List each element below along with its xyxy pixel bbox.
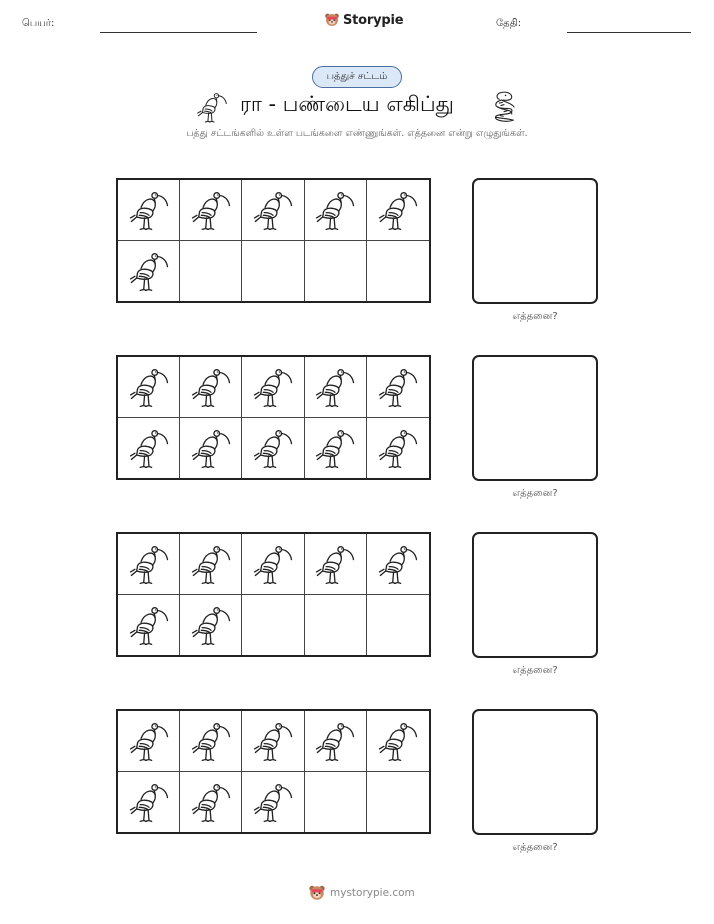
ibis-bird-icon	[127, 719, 171, 763]
ibis-bird-icon	[313, 719, 357, 763]
ten-frame	[116, 355, 431, 480]
ten-frame-cell	[367, 180, 429, 241]
ten-frame-cell	[118, 241, 180, 302]
bear-mascot-icon	[324, 12, 340, 28]
ten-frame-cell	[118, 357, 180, 418]
ten-frame-cell	[242, 595, 304, 656]
ibis-bird-icon	[251, 719, 295, 763]
ten-frame	[116, 178, 431, 303]
topic-badge: பத்துச் சட்டம்	[312, 66, 402, 88]
ten-frame-cell	[118, 534, 180, 595]
ibis-bird-icon	[376, 719, 420, 763]
ten-frame-cell	[242, 357, 304, 418]
ten-frame-cell	[180, 534, 242, 595]
ten-frame-cell	[242, 241, 304, 302]
ibis-bird-icon	[189, 542, 233, 586]
footer	[0, 884, 714, 908]
instructions-text: பத்து சட்டங்களில் உள்ள படங்களை எண்ணுங்கள். எத்தனை என்று எழுதுங்கள்.	[186, 128, 528, 139]
ibis-bird-icon	[189, 426, 233, 470]
ten-frame-cell	[118, 772, 180, 833]
ten-frame-cell	[180, 418, 242, 479]
ibis-bird-icon	[189, 719, 233, 763]
worksheet-header	[0, 0, 714, 50]
page-title: ரா - பண்டைய எகிப்து	[240, 92, 454, 116]
ten-frame-cell	[367, 595, 429, 656]
ten-frame-cell	[367, 772, 429, 833]
ten-frame-cell	[305, 595, 367, 656]
ten-frame-cell	[242, 418, 304, 479]
date-label: தேதி:	[496, 18, 522, 29]
ibis-bird-icon	[251, 188, 295, 232]
logo-text: Storypie	[343, 12, 404, 28]
ibis-bird-icon	[251, 780, 295, 824]
answer-box[interactable]	[472, 532, 598, 658]
cobra-snake-icon	[488, 90, 520, 124]
bear-mascot-icon	[308, 884, 326, 902]
ibis-bird-icon	[189, 365, 233, 409]
ibis-bird-icon	[376, 365, 420, 409]
date-write-line	[567, 32, 691, 33]
ibis-bird-icon	[127, 542, 171, 586]
ibis-bird-icon	[251, 365, 295, 409]
ten-frame-cell	[180, 772, 242, 833]
ten-frame-cell	[242, 711, 304, 772]
answer-box[interactable]	[472, 355, 598, 481]
ibis-bird-icon	[189, 188, 233, 232]
ibis-bird-icon	[376, 542, 420, 586]
ten-frame	[116, 709, 431, 834]
how-many-label: எத்தனை?	[512, 488, 558, 499]
how-many-label: எத்தனை?	[512, 842, 558, 853]
ibis-bird-icon	[313, 365, 357, 409]
ten-frame-cell	[180, 180, 242, 241]
how-many-label: எத்தனை?	[512, 311, 558, 322]
ibis-bird-icon	[376, 188, 420, 232]
ten-frame-cell	[118, 418, 180, 479]
ibis-bird-icon	[127, 603, 171, 647]
ten-frame-cell	[242, 772, 304, 833]
ibis-bird-icon	[189, 603, 233, 647]
name-label: பெயர்:	[22, 18, 55, 29]
ten-frame-cell	[367, 357, 429, 418]
storypie-logo	[324, 12, 403, 28]
ten-frame-cell	[305, 241, 367, 302]
ibis-bird-icon	[195, 90, 229, 124]
ibis-bird-icon	[127, 365, 171, 409]
name-write-line	[100, 32, 257, 33]
ten-frame-cell	[180, 357, 242, 418]
ten-frame-cell	[180, 595, 242, 656]
ibis-bird-icon	[127, 249, 171, 293]
ibis-bird-icon	[313, 542, 357, 586]
ten-frame-cell	[180, 241, 242, 302]
ten-frame-cell	[242, 534, 304, 595]
how-many-label: எத்தனை?	[512, 665, 558, 676]
ibis-bird-icon	[127, 426, 171, 470]
ten-frame-cell	[305, 711, 367, 772]
ten-frame-cell	[118, 595, 180, 656]
ten-frame-cell	[305, 180, 367, 241]
ten-frame-cell	[305, 772, 367, 833]
ibis-bird-icon	[376, 426, 420, 470]
ten-frame-cell	[305, 418, 367, 479]
ten-frame-cell	[367, 418, 429, 479]
ten-frame	[116, 532, 431, 657]
ibis-bird-icon	[251, 426, 295, 470]
ten-frame-cell	[367, 534, 429, 595]
footer-url: mystorypie.com	[330, 887, 415, 899]
ibis-bird-icon	[127, 780, 171, 824]
ibis-bird-icon	[251, 542, 295, 586]
ten-frame-cell	[118, 711, 180, 772]
ten-frame-cell	[305, 357, 367, 418]
ten-frame-cell	[367, 711, 429, 772]
answer-box[interactable]	[472, 709, 598, 835]
ibis-bird-icon	[189, 780, 233, 824]
answer-box[interactable]	[472, 178, 598, 304]
ten-frame-cell	[180, 711, 242, 772]
ten-frame-cell	[305, 534, 367, 595]
ten-frame-cell	[118, 180, 180, 241]
title-row	[0, 88, 714, 126]
ibis-bird-icon	[313, 426, 357, 470]
ibis-bird-icon	[127, 188, 171, 232]
ten-frame-cell	[367, 241, 429, 302]
ibis-bird-icon	[313, 188, 357, 232]
ten-frame-cell	[242, 180, 304, 241]
